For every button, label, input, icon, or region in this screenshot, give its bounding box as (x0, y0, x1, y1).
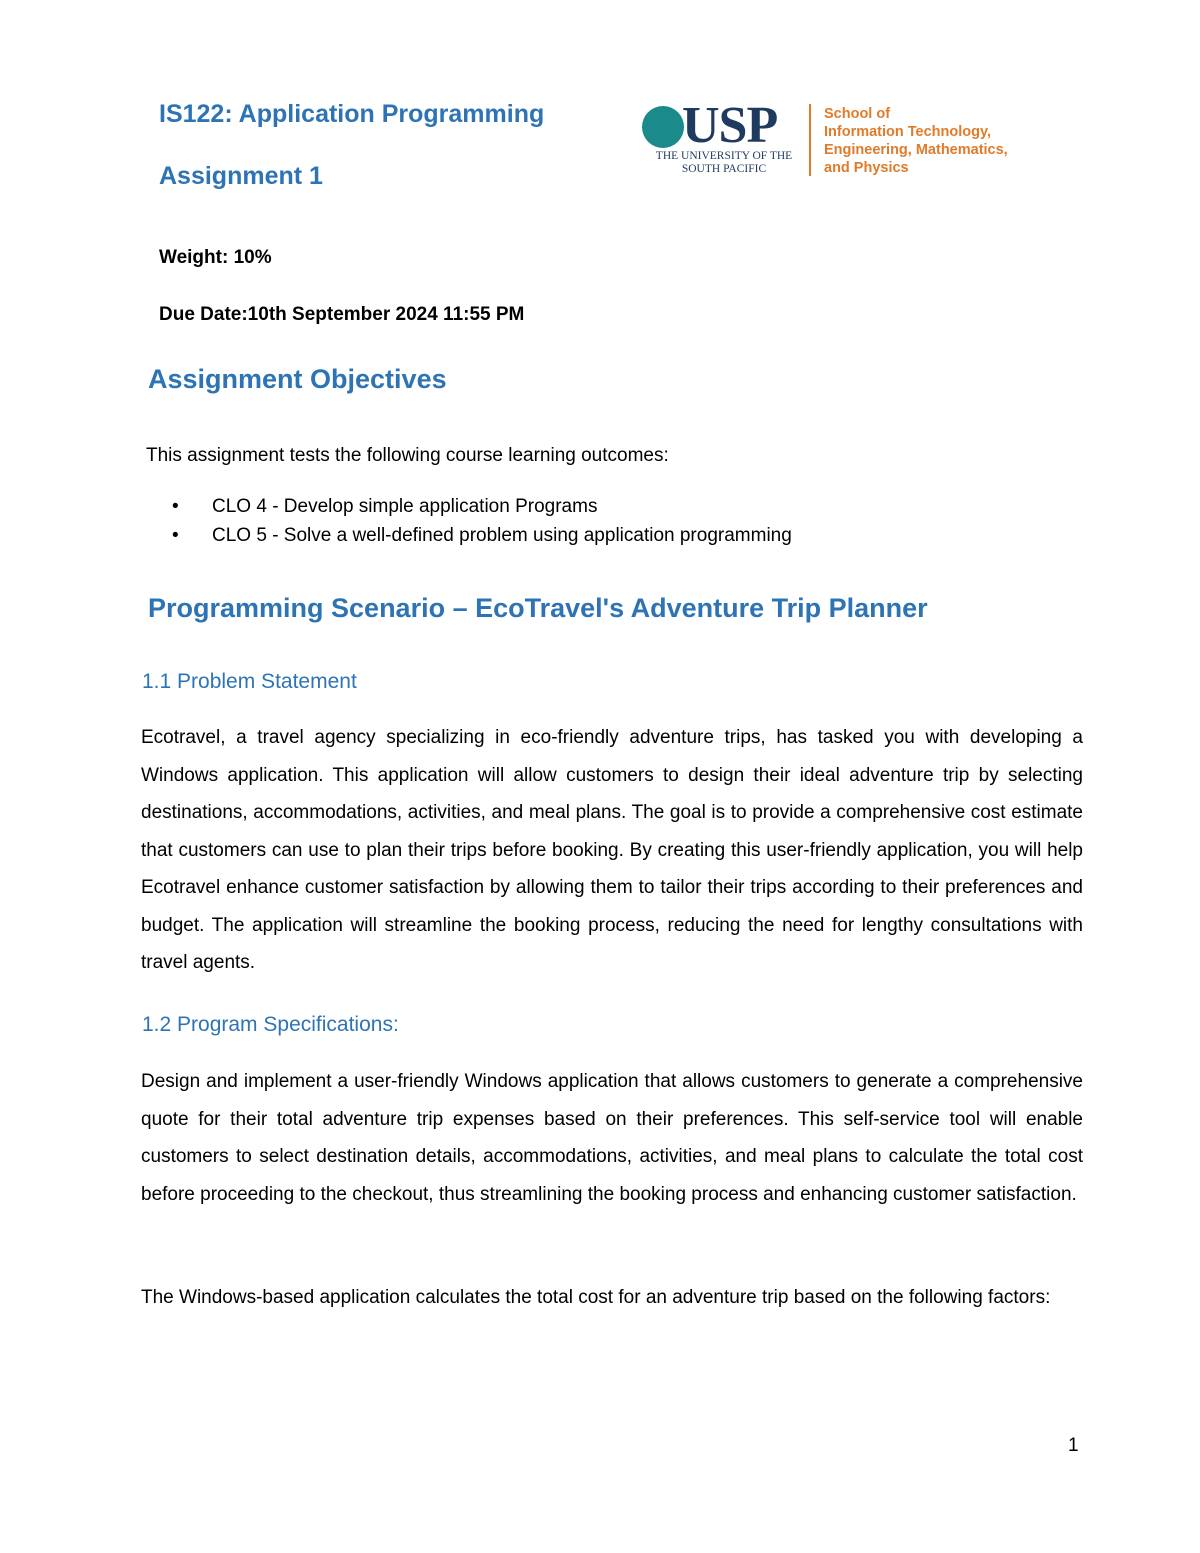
problem-statement-paragraph: Ecotravel, a travel agency specializing in eco-friendly adventure trips, has tasked you with developing a Windows application. This application will allow customers to design their ideal adventure trip by selecting destinations, accommodations, activities, and meal plans. The goal is to provide a comprehensive cost estimate that customers can use to plan their trips before booking. By creating this user-friendly application, you will help Ecotravel enhance customer satisfaction by allowing them to tailor their trips according to their preferences and budget. The application will streamline the booking process, reducing the need for lengthy consultations with travel agents. (141, 727, 1083, 973)
problem-statement-heading: 1.1 Problem Statement (142, 670, 357, 693)
logo-university-name (644, 150, 804, 176)
list-item-text: CLO 4 - Develop simple application Programs (212, 496, 598, 517)
logo-school-line-2: Information Technology, (824, 124, 992, 140)
scenario-heading: Programming Scenario – EcoTravel's Adventure Trip Planner (148, 593, 928, 623)
bullet-icon: • (172, 525, 179, 546)
logo-school-line-4: and Physics (824, 160, 909, 176)
objectives-heading: Assignment Objectives (148, 364, 447, 394)
program-specifications-heading: 1.2 Program Specifications: (142, 1013, 399, 1036)
assignment-label: Assignment 1 (159, 162, 323, 190)
factors-intro: The Windows-based application calculates the total cost for an adventure trip based on the following factors: (141, 1287, 1051, 1308)
logo-usp-text: USP (682, 97, 778, 154)
usp-emblem-icon (642, 106, 684, 148)
due-date-line: Due Date:10th September 2024 11:55 PM (159, 304, 525, 325)
logo-school-line-1: School of (824, 106, 891, 122)
bullet-icon: • (172, 496, 179, 517)
logo-university-line-2: SOUTH PACIFIC (681, 163, 767, 175)
logo-divider (809, 104, 811, 176)
logo-university-line-1: THE UNIVERSITY OF THE (655, 150, 793, 162)
usp-logo (642, 97, 1062, 182)
logo-school-line-3: Engineering, Mathematics, (824, 142, 1008, 158)
program-specifications-paragraph: Design and implement a user-friendly Windows application that allows customers to generate a comprehensive quote for their total adventure trip expenses based on their preferences. This self-service tool will enable customers to select destination details, accommodations, activities, and meal plans to calculate the total cost before proceeding to the checkout, thus streamlining the booking process and enhancing customer satisfaction. (141, 1071, 1083, 1205)
weight-line: Weight: 10% (159, 247, 272, 268)
logo-school-name (824, 105, 1008, 177)
page-number: 1 (1068, 1435, 1079, 1456)
list-item-text: CLO 5 - Solve a well-defined problem using application programming (212, 525, 792, 546)
course-title: IS122: Application Programming (159, 100, 545, 128)
objectives-intro: This assignment tests the following course learning outcomes: (146, 445, 669, 466)
